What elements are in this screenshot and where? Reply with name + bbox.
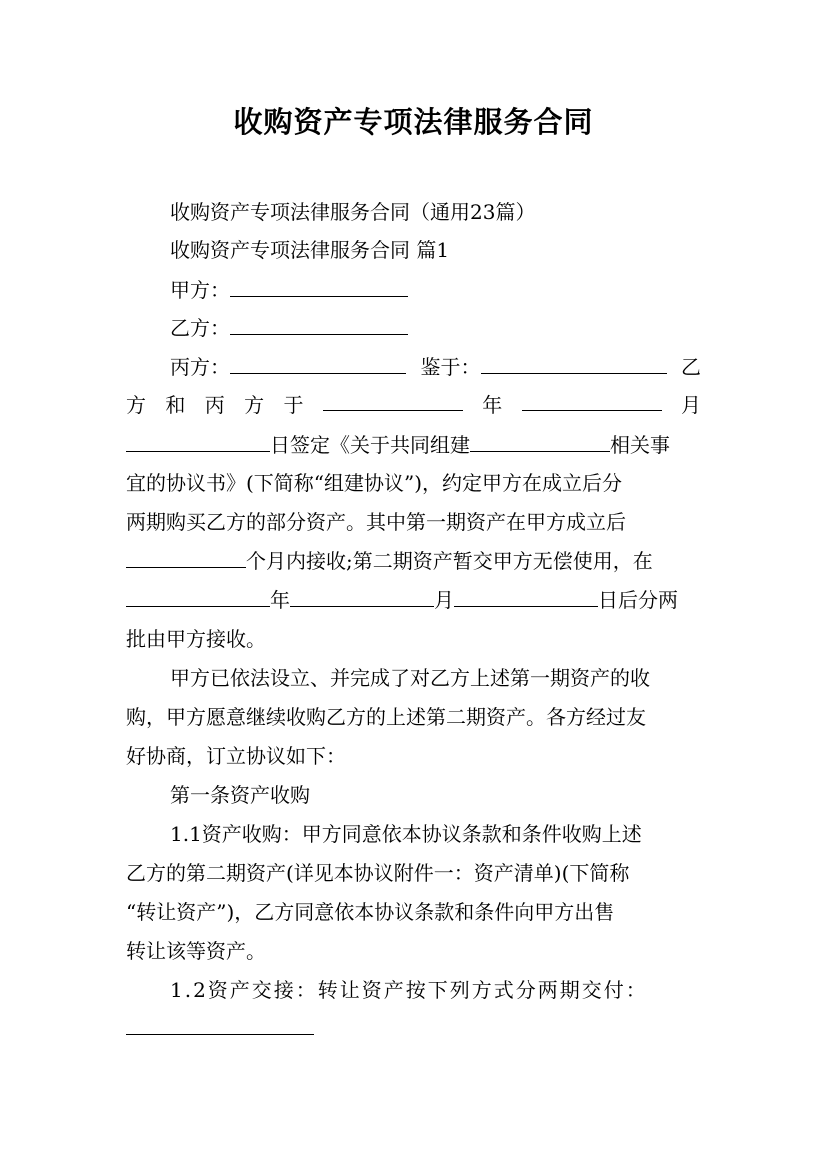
contract-subtitle: 收购资产专项法律服务合同（通用23篇） bbox=[170, 200, 536, 224]
month2-blank bbox=[290, 587, 434, 607]
clause-1-1-line-3: “转让资产”)，乙方同意依本协议条款和条件向甲方出售 bbox=[126, 900, 615, 924]
month-label: 月 bbox=[681, 393, 701, 417]
months-blank bbox=[126, 548, 246, 568]
month-blank bbox=[522, 391, 662, 411]
signed-line bbox=[126, 431, 670, 459]
char-2: 和 bbox=[165, 393, 186, 417]
clause-1-1-line-4: 转让该等资产。 bbox=[126, 939, 266, 963]
yi-char: 乙 bbox=[681, 355, 701, 379]
party-a-blank bbox=[230, 277, 408, 297]
whereas-label: 鉴于： bbox=[420, 355, 481, 379]
year-blank bbox=[323, 391, 463, 411]
body-line-7: 宜的协议书》(下简称“组建协议”)，约定甲方在成立后分 bbox=[126, 471, 623, 495]
body-line-10 bbox=[126, 586, 678, 614]
whereas-blank bbox=[481, 354, 667, 374]
section-heading: 收购资产专项法律服务合同 篇1 bbox=[170, 238, 450, 262]
entity-blank bbox=[470, 432, 610, 452]
signed-text: 日签定《关于共同组建 bbox=[270, 433, 470, 457]
clause-1-2: 1.2资产交接：转让资产按下列方式分两期交付： bbox=[170, 978, 648, 1002]
char-1: 方 bbox=[126, 393, 146, 417]
year-label: 年 bbox=[482, 393, 503, 417]
party-a-label: 甲方： bbox=[170, 278, 230, 302]
body-line-9 bbox=[126, 547, 653, 575]
whereas-group bbox=[421, 353, 667, 381]
body-line-8: 两期购买乙方的部分资产。其中第一期资产在甲方成立后 bbox=[126, 510, 626, 534]
day-blank bbox=[126, 432, 270, 452]
body-line-11: 批由甲方接收。 bbox=[126, 627, 266, 651]
date-line bbox=[126, 391, 701, 419]
para2-line-1: 甲方已依法设立、并完成了对乙方上述第一期资产的收 bbox=[170, 666, 650, 690]
year2-blank bbox=[126, 587, 270, 607]
day2-blank bbox=[454, 587, 598, 607]
party-c-group bbox=[170, 353, 406, 381]
party-b-blank bbox=[230, 315, 408, 335]
year2-label: 年 bbox=[270, 588, 290, 612]
party-c-label: 丙方： bbox=[170, 355, 230, 379]
para2-line-2: 购，甲方愿意继续收购乙方的上述第二期资产。各方经过友 bbox=[126, 705, 646, 729]
party-b-label: 乙方： bbox=[170, 316, 230, 340]
clause-1-1-line-1: 1.1资产收购：甲方同意依本协议条款和条件收购上述 bbox=[170, 822, 642, 846]
char-5: 于 bbox=[283, 393, 304, 417]
party-b-line bbox=[170, 314, 408, 342]
char-4: 方 bbox=[244, 393, 265, 417]
clause-1-1-line-2: 乙方的第二期资产(详见本协议附件一：资产清单)(下简称 bbox=[126, 861, 630, 885]
month2-label: 月 bbox=[434, 588, 454, 612]
party-a-line bbox=[170, 276, 408, 304]
clause-1-2-blank-line bbox=[126, 1014, 314, 1042]
related-text: 相关事 bbox=[610, 433, 670, 457]
months-text: 个月内接收;第二期资产暂交甲方无偿使用，在 bbox=[246, 549, 653, 573]
char-3: 丙 bbox=[204, 393, 225, 417]
day-after-text: 日后分两 bbox=[598, 588, 678, 612]
document-title: 收购资产专项法律服务合同 bbox=[233, 105, 594, 139]
article-1-heading: 第一条资产收购 bbox=[170, 783, 310, 807]
party-c-blank bbox=[230, 354, 406, 374]
party-c-line bbox=[170, 353, 701, 381]
delivery-blank bbox=[126, 1015, 314, 1035]
para2-line-3: 好协商，订立协议如下： bbox=[126, 744, 346, 768]
